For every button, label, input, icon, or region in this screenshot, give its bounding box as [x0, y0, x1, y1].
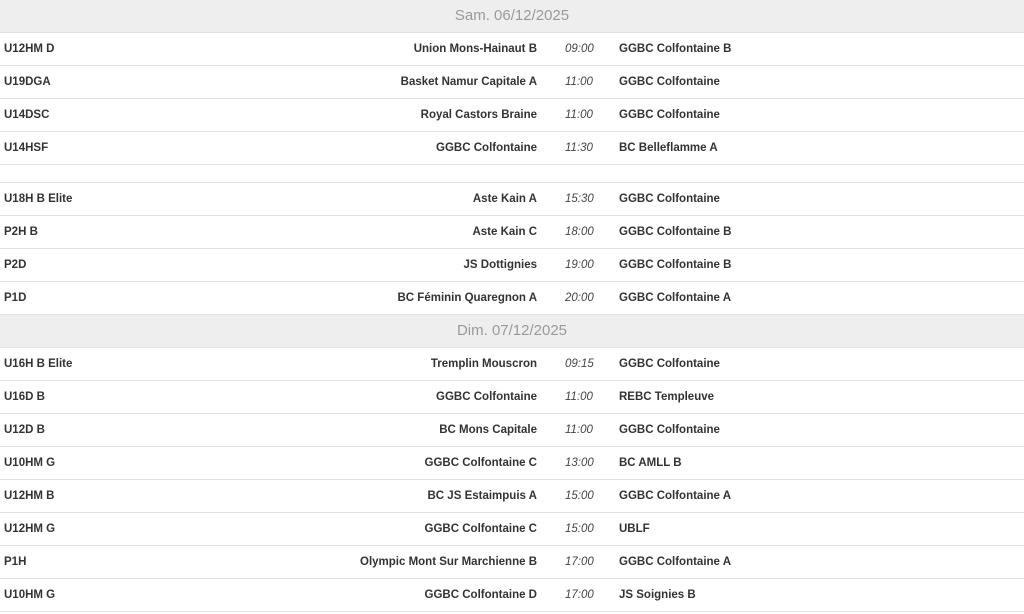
- game-category: P2D: [4, 259, 27, 271]
- away-team: JS Soignies B: [619, 589, 696, 601]
- game-time: 11:30: [565, 142, 593, 154]
- game-category: U10HM G: [4, 589, 56, 601]
- away-team: GGBC Colfontaine: [619, 424, 720, 436]
- game-time: 13:00: [565, 457, 594, 469]
- game-time: 11:00: [565, 76, 593, 88]
- home-team: GGBC Colfontaine D: [424, 589, 537, 601]
- home-team: Union Mons-Hainaut B: [413, 43, 537, 55]
- home-team: Aste Kain C: [472, 226, 537, 238]
- game-row[interactable]: [0, 414, 1024, 447]
- game-row[interactable]: [0, 513, 1024, 546]
- game-row[interactable]: [0, 480, 1024, 513]
- home-team: Aste Kain A: [472, 193, 537, 205]
- game-category: U12HM D: [4, 43, 55, 55]
- away-team: BC AMLL B: [619, 457, 682, 469]
- game-category: U10HM G: [4, 457, 56, 469]
- game-row[interactable]: [0, 132, 1024, 165]
- game-row[interactable]: [0, 66, 1024, 99]
- game-row[interactable]: [0, 546, 1024, 579]
- home-team: GGBC Colfontaine: [436, 391, 537, 403]
- home-team: GGBC Colfontaine C: [424, 457, 537, 469]
- away-team: GGBC Colfontaine A: [619, 292, 732, 304]
- home-team: BC JS Estaimpuis A: [427, 490, 537, 502]
- game-category: P1D: [4, 292, 27, 304]
- game-time: 09:00: [565, 43, 594, 55]
- home-team: JS Dottignies: [463, 259, 537, 271]
- game-time: 11:00: [565, 391, 593, 403]
- away-team: GGBC Colfontaine B: [619, 226, 732, 238]
- home-team: Olympic Mont Sur Marchienne B: [360, 556, 537, 568]
- day-header: Dim. 07/12/2025: [0, 315, 1024, 348]
- game-row[interactable]: [0, 447, 1024, 480]
- game-row[interactable]: [0, 282, 1024, 315]
- game-row[interactable]: [0, 33, 1024, 66]
- home-team: Royal Castors Braine: [420, 109, 537, 121]
- away-team: BC Belleflamme A: [619, 142, 718, 154]
- game-row[interactable]: [0, 348, 1024, 381]
- home-team: Tremplin Mouscron: [430, 358, 537, 370]
- game-time: 18:00: [565, 226, 594, 238]
- away-team: GGBC Colfontaine: [619, 109, 720, 121]
- away-team: GGBC Colfontaine B: [619, 43, 732, 55]
- game-category: P2H B: [4, 226, 38, 238]
- home-team: BC Mons Capitale: [439, 424, 537, 436]
- away-team: GGBC Colfontaine B: [619, 259, 732, 271]
- empty-row: [0, 165, 1024, 183]
- game-category: U14DSC: [4, 109, 50, 121]
- game-row[interactable]: [0, 216, 1024, 249]
- game-time: 11:00: [565, 109, 593, 121]
- away-team: GGBC Colfontaine A: [619, 556, 732, 568]
- game-category: U14HSF: [4, 142, 49, 154]
- away-team: GGBC Colfontaine: [619, 76, 720, 88]
- game-time: 17:00: [565, 556, 594, 568]
- day-header: Sam. 06/12/2025: [0, 0, 1024, 33]
- game-row[interactable]: [0, 99, 1024, 132]
- game-time: 11:00: [565, 424, 593, 436]
- away-team: GGBC Colfontaine A: [619, 490, 732, 502]
- home-team: GGBC Colfontaine: [436, 142, 537, 154]
- game-time: 20:00: [565, 292, 594, 304]
- game-category: U12D B: [4, 424, 45, 436]
- game-category: U16D B: [4, 391, 45, 403]
- game-time: 15:00: [565, 490, 594, 502]
- away-team: GGBC Colfontaine: [619, 358, 720, 370]
- game-category: U12HM B: [4, 490, 55, 502]
- game-row[interactable]: [0, 249, 1024, 282]
- game-row[interactable]: [0, 579, 1024, 612]
- away-team: GGBC Colfontaine: [619, 193, 720, 205]
- game-time: 19:00: [565, 259, 594, 271]
- game-category: U18H B Elite: [4, 193, 73, 205]
- home-team: GGBC Colfontaine C: [424, 523, 537, 535]
- game-category: U12HM G: [4, 523, 56, 535]
- away-team: REBC Templeuve: [619, 391, 715, 403]
- game-time: 15:00: [565, 523, 594, 535]
- game-category: P1H: [4, 556, 27, 568]
- game-row[interactable]: [0, 183, 1024, 216]
- game-row[interactable]: [0, 381, 1024, 414]
- game-category: U16H B Elite: [4, 358, 73, 370]
- home-team: BC Féminin Quaregnon A: [397, 292, 537, 304]
- home-team: Basket Namur Capitale A: [400, 76, 537, 88]
- game-time: 09:15: [565, 358, 594, 370]
- game-category: U19DGA: [4, 76, 51, 88]
- away-team: UBLF: [619, 523, 650, 535]
- game-time: 15:30: [565, 193, 594, 205]
- game-time: 17:00: [565, 589, 594, 601]
